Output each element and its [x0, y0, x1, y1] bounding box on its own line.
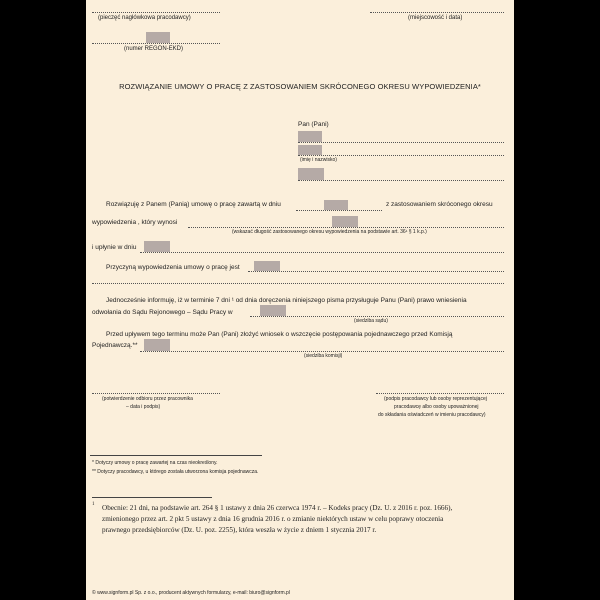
footnote-line-2: zmienionego przez art. 2 pkt 5 ustawy z dnia 16 grudnia 2016 r. o zmianie niektórych ustaw w celu poprawy otoczenia — [102, 515, 444, 523]
name-line-1 — [298, 142, 504, 143]
commission-field[interactable] — [144, 339, 170, 351]
before-line-1: Przed upływem tego terminu może Pan (Pani) złożyć wniosek o wszczęcie postępowania pojednawczego przed Komisją — [106, 331, 453, 338]
employer-signature-line[interactable] — [376, 393, 504, 394]
note-2: ** Dotyczy pracodawcy, u którego została utworzona komisja pojednawcza. — [92, 469, 259, 475]
court-label: (siedziba sądu) — [354, 318, 388, 324]
commission-line — [140, 351, 504, 352]
employer-signature-label-3: do składania oświadczeń w imieniu pracodawcy) — [378, 412, 486, 418]
commission-label: (siedziba komisji) — [304, 353, 343, 359]
employer-signature-label-2: pracodawcę albo osoby upoważnionej — [394, 404, 479, 410]
footnote-marker: 1 — [92, 502, 95, 507]
employee-signature-label-1: (potwierdzenie odbioru przez pracownika — [102, 396, 193, 402]
body-line2-a: wypowiedzenia , który wynosi — [92, 219, 178, 226]
contract-date-line — [296, 210, 382, 211]
regon-label: (numer REGON-EKD) — [124, 46, 184, 52]
notice-period-hint: (wskazać długość zastosowanego okresu wypowiedzenia na podstawie art. 36¹ § 1 k.p.) — [232, 229, 427, 235]
reason-line-2 — [92, 283, 504, 284]
footnote-line-1: Obecnie: 21 dni, na podstawie art. 264 § 1 ustawy z dnia 26 czerwca 1974 r. – Kodeks pracy (Dz. U. z 2016 r. poz. 1666), — [102, 504, 453, 512]
page-footer: © www.signform.pl Sp. z o.o., producent aktywnych formularzy, e-mail: biuro@signform.pl — [92, 590, 290, 596]
notes-divider — [90, 455, 262, 456]
reason-line — [248, 271, 504, 272]
place-date-line[interactable] — [370, 12, 504, 13]
salutation: Pan (Pani) — [298, 121, 329, 128]
body-line1-b: z zastosowaniem skróconego okresu — [386, 201, 493, 208]
stamp-label: (pieczęć nagłówkowa pracodawcy) — [98, 15, 191, 21]
info-line-2: odwołania do Sądu Rejonowego – Sądu Pracy w — [92, 309, 233, 316]
contract-date-field[interactable] — [324, 200, 348, 210]
name-label: (imię i nazwisko) — [300, 157, 337, 163]
body-line1-a: Rozwiązuję z Panem (Panią) umowę o pracę zawartą w dniu — [106, 201, 281, 208]
reason-label: Przyczyną wypowiedzenia umowy o pracę jest — [106, 264, 240, 271]
notice-period-line — [188, 227, 504, 228]
notice-period-field[interactable] — [332, 216, 358, 227]
name-field-1[interactable] — [298, 131, 322, 142]
footnote-divider — [92, 497, 212, 498]
name-line-2 — [298, 155, 504, 156]
footnote-line-3: prawnego przedsiębiorców (Dz. U. poz. 2255), która weszła w życie z dniem 1 stycznia 2017 r. — [102, 526, 377, 534]
end-date-line — [140, 252, 504, 253]
reason-field[interactable] — [254, 261, 280, 271]
employee-signature-label-2: – data i podpis) — [126, 404, 161, 410]
regon-field[interactable] — [146, 32, 170, 43]
name-field-2[interactable] — [298, 145, 322, 155]
employee-signature-line[interactable] — [92, 393, 220, 394]
stamp-line[interactable] — [92, 12, 220, 13]
regon-line — [92, 43, 220, 44]
info-line-1: Jednocześnie informuję, iż w terminie 7 dni ¹ od dnia doręczenia niniejszego pisma przysługuje Panu (Pani) prawo wniesienia — [106, 297, 467, 304]
body-line3: i upłynie w dniu — [92, 244, 137, 251]
end-date-field[interactable] — [144, 241, 170, 252]
address-line — [298, 180, 504, 181]
employer-signature-label-1: (podpis pracodawcy lub osoby reprezentującej — [384, 396, 487, 402]
court-field[interactable] — [260, 305, 286, 316]
before-line-2: Pojednawczą.** — [92, 342, 138, 349]
court-line — [250, 316, 504, 317]
document-title: ROZWIĄZANIE UMOWY O PRACĘ Z ZASTOSOWANIEM SKRÓCONEGO OKRESU WYPOWIEDZENIA* — [119, 82, 481, 91]
form-page — [86, 0, 514, 600]
note-1: * Dotyczy umowy o pracę zawartej na czas nieokreślony. — [92, 460, 218, 466]
address-field[interactable] — [298, 168, 324, 180]
place-date-label: (miejscowość i data) — [408, 15, 463, 21]
